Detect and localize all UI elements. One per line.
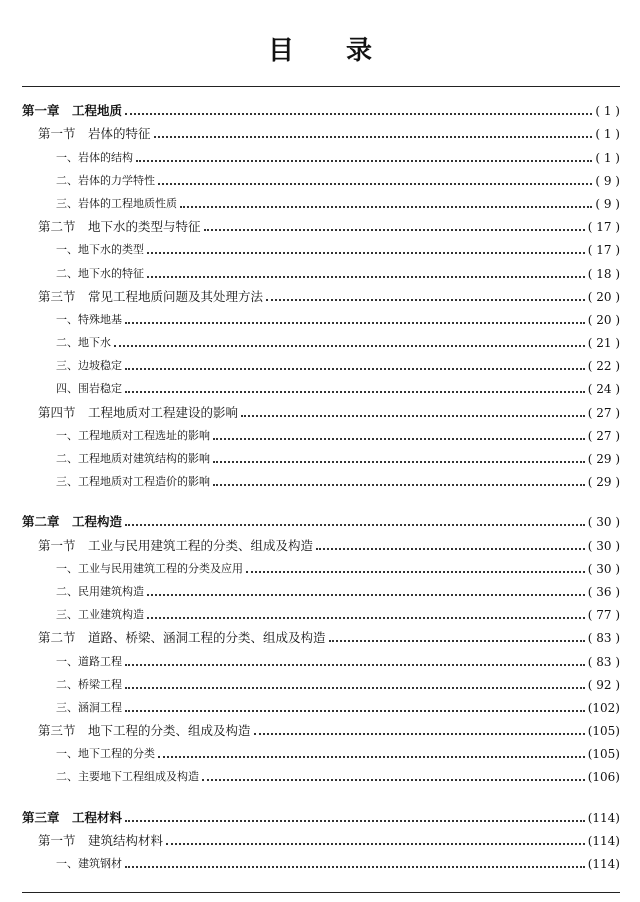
dot-leader	[180, 204, 592, 208]
dot-leader	[114, 343, 585, 347]
dot-leader	[154, 134, 593, 138]
dot-leader	[329, 638, 585, 642]
toc-section-entry	[22, 397, 620, 420]
dot-leader	[136, 158, 592, 162]
toc-entry-title: 三、岩体的工程地质性质	[56, 196, 177, 210]
toc-entry-title: 第一节 建筑结构材料	[38, 832, 164, 848]
toc-entry-page-number: ( 77 )	[587, 608, 620, 623]
toc-entry-title: 第一章 工程地质	[22, 103, 123, 119]
toc-entry-page-number: (105)	[587, 747, 620, 762]
toc-item-entry	[22, 577, 620, 600]
dot-leader	[147, 274, 585, 278]
toc-entry-title: 三、边坡稳定	[56, 359, 122, 373]
toc-item-entry	[22, 258, 620, 281]
toc-entry-page-number: (102)	[587, 700, 620, 715]
toc-entry-title: 第四节 工程地质对工程建设的影响	[38, 404, 239, 420]
toc-entry-page-number: ( 24 )	[587, 382, 620, 397]
dot-leader	[158, 181, 592, 185]
toc-entry-title: 三、工业建筑构造	[56, 608, 144, 622]
toc-entry-page-number: (114)	[587, 833, 620, 848]
toc-entry-title: 二、桥梁工程	[56, 677, 122, 691]
dot-leader	[241, 413, 585, 417]
toc-section-entry	[22, 119, 620, 142]
dot-leader	[125, 111, 592, 115]
toc-entry-page-number: ( 1 )	[595, 104, 620, 119]
dot-leader	[266, 297, 585, 301]
top-rule	[22, 86, 620, 87]
dot-leader	[125, 366, 585, 370]
toc-item-entry	[22, 444, 620, 467]
toc-section-entry	[22, 212, 620, 235]
toc-entry-title: 二、工程地质对建筑结构的影响	[56, 452, 210, 465]
toc-item-entry	[22, 351, 620, 374]
toc-section-entry	[22, 826, 620, 849]
toc-item-entry	[22, 421, 620, 444]
dot-leader	[213, 482, 585, 486]
toc-entry-title: 第一节 岩体的特征	[38, 126, 151, 142]
toc-section-entry	[22, 716, 620, 739]
toc-entry-page-number: ( 1 )	[595, 150, 620, 165]
toc-chapter-entry	[22, 96, 620, 119]
toc-entry-page-number: ( 27 )	[587, 405, 620, 420]
toc-item-entry	[22, 328, 620, 351]
chapter-gap	[22, 490, 620, 507]
dot-leader	[125, 818, 585, 822]
toc-entry-page-number: ( 83 )	[587, 654, 620, 669]
dot-leader	[147, 592, 585, 596]
toc-entry-title: 第二节 道路、桥梁、涵洞工程的分类、组成及构造	[38, 630, 326, 646]
toc-entry-title: 一、工程地质对工程选址的影响	[56, 428, 210, 442]
dot-leader	[204, 227, 585, 231]
toc-item-entry	[22, 235, 620, 258]
dot-leader	[166, 841, 585, 845]
toc-item-entry	[22, 467, 620, 490]
title-char-1: 目	[267, 36, 294, 66]
toc-entry-page-number: ( 9 )	[595, 196, 620, 211]
dot-leader	[125, 708, 585, 712]
toc-entry-page-number: ( 83 )	[587, 631, 620, 646]
toc-entry-page-number: ( 20 )	[587, 289, 620, 304]
title-char-2: 录	[346, 36, 373, 66]
toc-entry-title: 一、道路工程	[56, 654, 122, 668]
toc-entry-page-number: ( 29 )	[587, 452, 620, 466]
toc-entry-page-number: ( 30 )	[587, 515, 620, 530]
toc-chapter-entry	[22, 507, 620, 530]
toc-item-entry	[22, 305, 620, 328]
toc-item-entry	[22, 849, 620, 872]
dot-leader	[125, 389, 585, 393]
dot-leader	[202, 777, 585, 781]
toc-item-entry	[22, 142, 620, 165]
toc-entry-page-number: (106)	[587, 770, 620, 785]
toc-item-entry	[22, 600, 620, 623]
toc-entry-page-number: ( 27 )	[587, 428, 620, 443]
toc-entry-title: 第三章 工程材料	[22, 809, 123, 825]
toc-entry-page-number: ( 22 )	[587, 359, 620, 374]
toc-entry-title: 第三节 常见工程地质问题及其处理方法	[38, 288, 264, 304]
dot-leader	[125, 864, 585, 868]
toc-entry-page-number: (114)	[587, 857, 620, 871]
toc-entry-title: 一、特殊地基	[56, 312, 122, 326]
toc-entry-title: 二、地下水	[56, 336, 111, 350]
chapter-gap	[22, 785, 620, 802]
toc-item-entry	[22, 762, 620, 785]
toc-item-entry	[22, 670, 620, 693]
toc-entry-page-number: ( 9 )	[595, 173, 620, 188]
toc-entry-title: 一、地下工程的分类	[56, 747, 155, 761]
toc-item-entry	[22, 166, 620, 189]
toc-entry-title: 第二章 工程构造	[22, 514, 123, 530]
toc-chapter-entry	[22, 802, 620, 825]
dot-leader	[213, 436, 585, 440]
toc-entry-title: 一、工业与民用建筑工程的分类及应用	[56, 561, 243, 575]
toc-entry-title: 三、涵洞工程	[56, 700, 122, 714]
toc-entry-page-number: ( 30 )	[587, 538, 620, 553]
dot-leader	[316, 546, 585, 550]
toc-entry-title: 一、地下水的类型	[56, 243, 144, 257]
toc-section-entry	[22, 530, 620, 553]
bottom-rule	[22, 892, 620, 893]
toc-entry-page-number: ( 20 )	[587, 312, 620, 327]
dot-leader	[147, 250, 585, 254]
toc-item-entry	[22, 374, 620, 397]
toc-entry-page-number: ( 18 )	[587, 266, 620, 281]
toc-entry-page-number: ( 17 )	[587, 220, 620, 235]
toc-entry-title: 第二节 地下水的类型与特征	[38, 219, 201, 235]
toc-item-entry	[22, 554, 620, 577]
toc-entry-page-number: (114)	[587, 810, 620, 825]
toc-entry-page-number: (105)	[587, 724, 620, 739]
dot-leader	[254, 731, 585, 735]
toc-entry-page-number: ( 92 )	[587, 677, 620, 692]
dot-leader	[246, 569, 585, 573]
toc-entry-title: 二、地下水的特征	[56, 266, 144, 280]
dot-leader	[125, 522, 585, 526]
toc-item-entry	[22, 693, 620, 716]
table-of-contents	[22, 96, 620, 872]
page-title	[0, 30, 640, 67]
toc-entry-title: 第三节 地下工程的分类、组成及构造	[38, 723, 251, 739]
dot-leader	[125, 320, 585, 324]
toc-item-entry	[22, 646, 620, 669]
toc-entry-title: 三、工程地质对工程造价的影响	[56, 475, 210, 489]
toc-entry-title: 二、岩体的力学特性	[56, 173, 155, 187]
toc-entry-title: 一、岩体的结构	[56, 150, 133, 164]
dot-leader	[147, 615, 585, 619]
dot-leader	[213, 459, 585, 463]
toc-entry-title: 一、建筑钢材	[56, 857, 122, 870]
toc-entry-page-number: ( 1 )	[595, 127, 620, 142]
toc-entry-title: 二、民用建筑构造	[56, 584, 144, 598]
toc-entry-page-number: ( 30 )	[587, 561, 620, 576]
toc-entry-page-number: ( 21 )	[587, 336, 620, 351]
dot-leader	[125, 662, 585, 666]
toc-entry-page-number: ( 29 )	[587, 475, 620, 490]
toc-entry-title: 二、主要地下工程组成及构造	[56, 770, 199, 784]
dot-leader	[158, 754, 585, 758]
toc-item-entry	[22, 189, 620, 212]
toc-entry-title: 第一节 工业与民用建筑工程的分类、组成及构造	[38, 537, 314, 553]
toc-item-entry	[22, 739, 620, 762]
toc-section-entry	[22, 623, 620, 646]
toc-section-entry	[22, 282, 620, 305]
dot-leader	[125, 685, 585, 689]
toc-entry-page-number: ( 17 )	[587, 243, 620, 258]
toc-entry-page-number: ( 36 )	[587, 584, 620, 599]
toc-entry-title: 四、围岩稳定	[56, 382, 122, 396]
